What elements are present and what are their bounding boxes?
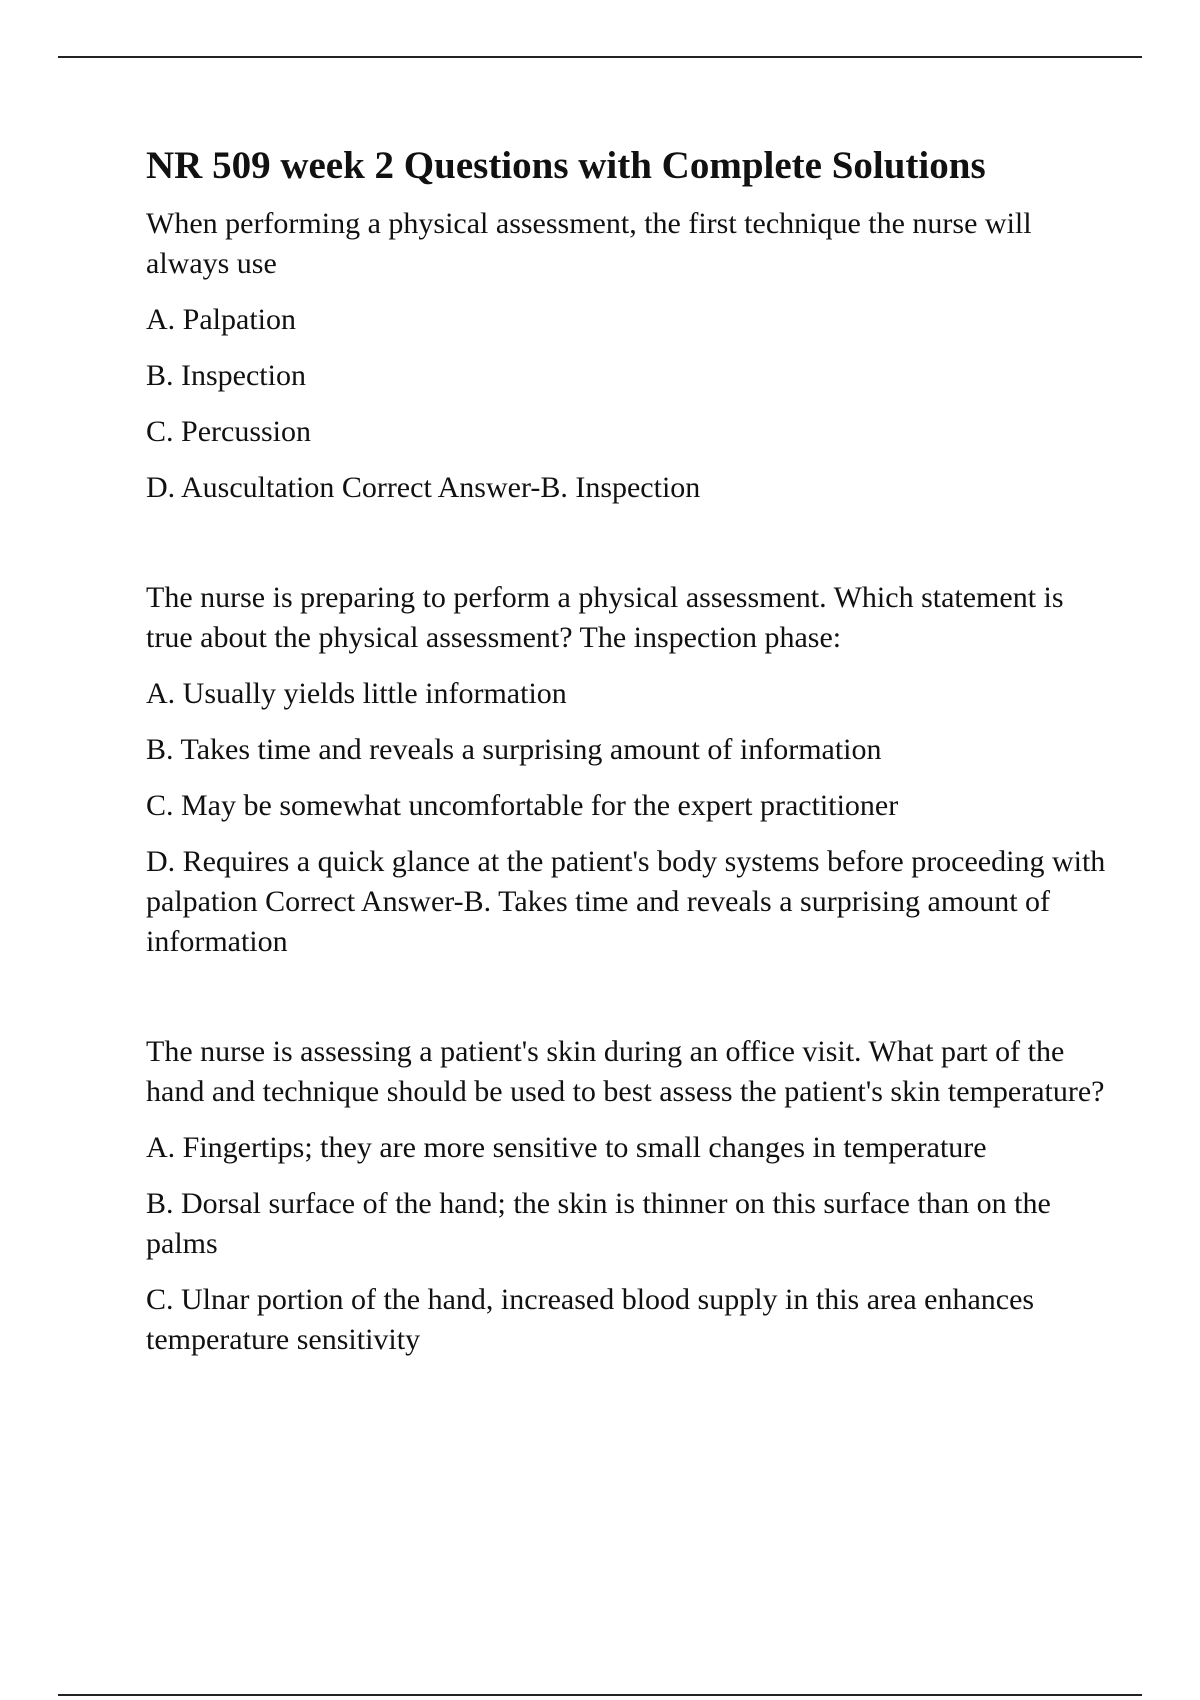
answer-option: C. Percussion	[146, 415, 311, 448]
answer-option: A. Usually yields little information	[146, 677, 567, 710]
question-spacer	[146, 978, 1106, 1032]
page-title: NR 509 week 2 Questions with Complete Solutions	[146, 144, 986, 187]
question-text: The nurse is preparing to perform a physical assessment. Which statement is true about the physical assessment? The inspection phase:	[146, 581, 1064, 654]
answer-option-with-correct-answer: D. Auscultation Correct Answer-B. Inspection	[146, 471, 701, 504]
answer-option: B. Dorsal surface of the hand; the skin is thinner on this surface than on the palms	[146, 1187, 1051, 1260]
question-3	[146, 1032, 1106, 1360]
answer-option: B. Inspection	[146, 359, 306, 392]
answer-option: C. May be somewhat uncomfortable for the expert practitioner	[146, 789, 899, 822]
question-1	[146, 204, 1106, 508]
answer-option-with-correct-answer: D. Requires a quick glance at the patient's body systems before proceeding with palpation Correct Answer-B. Takes time and reveals a surprising amount of information	[146, 845, 1106, 958]
answer-option: B. Takes time and reveals a surprising amount of information	[146, 733, 882, 766]
answer-option: A. Fingertips; they are more sensitive to small changes in temperature	[146, 1131, 987, 1164]
question-2	[146, 578, 1106, 962]
page-content	[146, 140, 1106, 1376]
top-rule	[58, 56, 1142, 58]
answer-option: A. Palpation	[146, 303, 296, 336]
question-text: The nurse is assessing a patient's skin during an office visit. What part of the hand and technique should be used to best assess the patient's skin temperature?	[146, 1035, 1105, 1108]
bottom-rule	[58, 1694, 1142, 1696]
answer-option: C. Ulnar portion of the hand, increased blood supply in this area enhances temperature sensitivity	[146, 1283, 1035, 1356]
question-spacer	[146, 524, 1106, 578]
question-text: When performing a physical assessment, the first technique the nurse will always use	[146, 207, 1032, 280]
